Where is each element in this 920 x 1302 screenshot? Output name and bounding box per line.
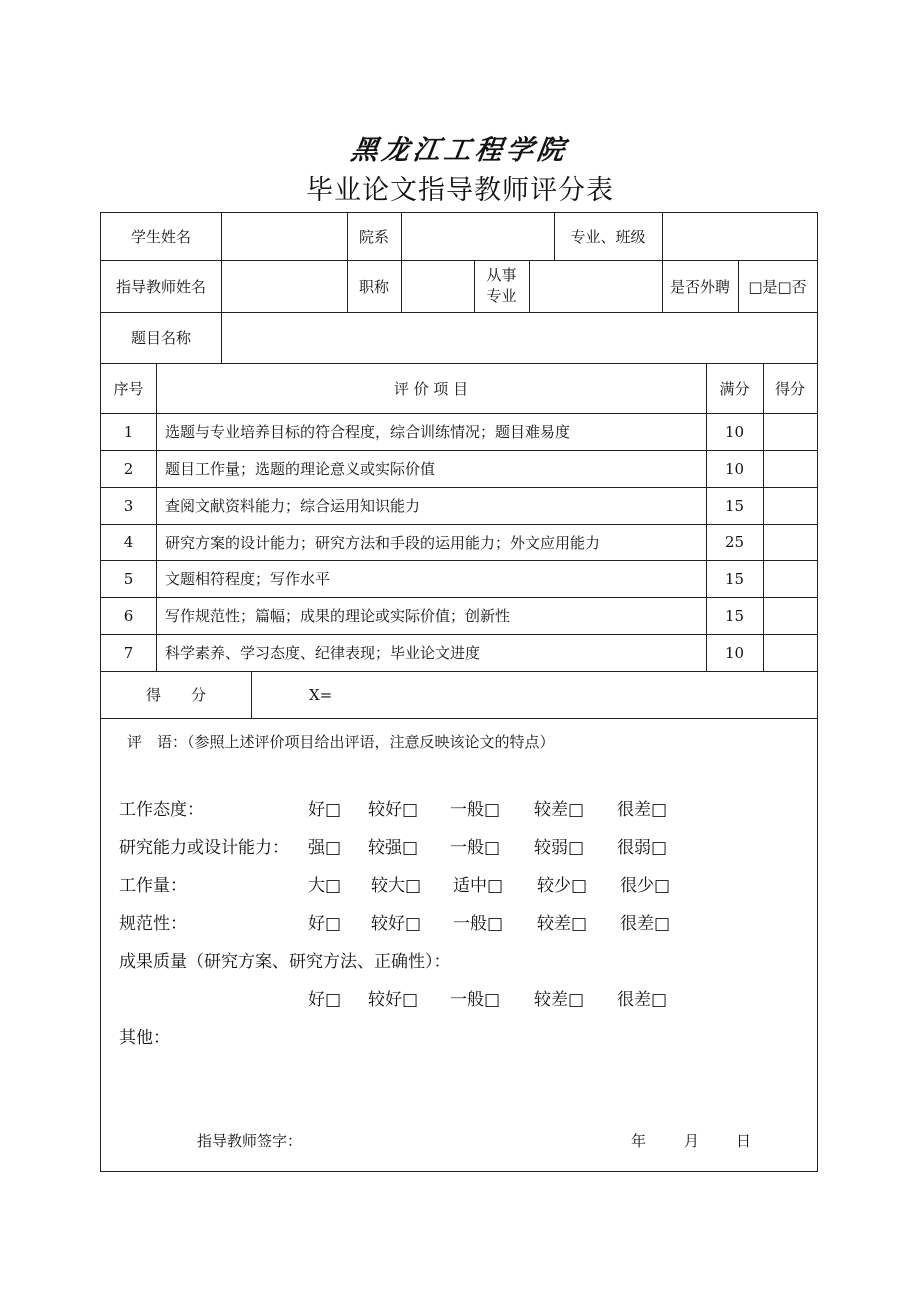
rating-research-opt-4[interactable]: 较弱□	[534, 838, 585, 858]
rating-attitude-opt-5[interactable]: 很差□	[617, 800, 668, 820]
rating-standard-opt-4[interactable]: 较差□	[537, 914, 588, 934]
field-label-line1: 从事	[486, 266, 517, 284]
external-options[interactable]: □是□否	[748, 277, 807, 296]
row-4-full: 25	[724, 533, 745, 551]
rating-attitude-opt-1[interactable]: 好□	[308, 800, 342, 820]
department-label: 院系	[358, 228, 389, 246]
rating-workload-opt-3[interactable]: 适中□	[453, 876, 504, 896]
rating-standard-opt-3[interactable]: 一般□	[453, 914, 504, 934]
col-no-header: 序号	[113, 379, 144, 398]
rating-research-opt-3[interactable]: 一般□	[450, 838, 501, 858]
row-2-full: 10	[724, 459, 745, 478]
external-label: 是否外聘	[669, 277, 730, 296]
date-year: 年	[631, 1132, 647, 1150]
major-class-label: 专业、班级	[570, 228, 646, 246]
row-3-no: 3	[123, 496, 134, 515]
rating-label-research: 研究能力或设计能力：	[119, 838, 289, 858]
row-7-item: 科学素养、学习态度、纪律表现；毕业论文进度	[165, 644, 481, 662]
student-name-field[interactable]	[221, 213, 347, 260]
student-name-label: 学生姓名	[130, 228, 191, 246]
row-3-full: 15	[724, 496, 745, 515]
major-class-field[interactable]	[662, 213, 817, 260]
row-2-score[interactable]	[763, 450, 817, 487]
department-field[interactable]	[401, 213, 554, 260]
title-rank-label: 职称	[358, 277, 389, 296]
quality-opt-4[interactable]: 较差□	[534, 990, 585, 1010]
rating-label-attitude: 工作态度：	[119, 800, 204, 820]
rating-workload-opt-2[interactable]: 较大□	[371, 876, 422, 896]
row-4-score[interactable]	[763, 524, 817, 560]
rating-standard-opt-1[interactable]: 好□	[308, 914, 342, 934]
field-field[interactable]	[529, 260, 662, 312]
row-7-score[interactable]	[763, 634, 817, 671]
rating-attitude-opt-2[interactable]: 较好□	[368, 800, 419, 820]
comments-label: 评 语：（参照上述评价项目给出评语，注意反映该论文的特点）	[127, 733, 555, 751]
total-label: 得 分	[145, 686, 206, 704]
row-1-full: 10	[724, 422, 745, 441]
form-table	[100, 212, 818, 1172]
row-1-item: 选题与专业培养目标的符合程度，综合训练情况；题目难易度	[165, 423, 571, 441]
row-3-item: 查阅文献资料能力；综合运用知识能力	[165, 497, 421, 515]
row-6-no: 6	[123, 606, 134, 625]
row-1-no: 1	[123, 422, 134, 441]
row-6-score[interactable]	[763, 597, 817, 634]
rating-research-opt-5[interactable]: 很弱□	[617, 838, 668, 858]
row-4-no: 4	[123, 533, 134, 551]
col-item-header: 评 价 项 目	[393, 379, 469, 398]
rating-attitude-opt-3[interactable]: 一般□	[450, 800, 501, 820]
row-2-item: 题目工作量；选题的理论意义或实际价值	[165, 460, 436, 478]
row-5-score[interactable]	[763, 560, 817, 597]
rating-workload-opt-1[interactable]: 大□	[308, 876, 342, 896]
row-6-item: 写作规范性；篇幅；成果的理论或实际价值；创新性	[165, 607, 511, 625]
advisor-name-field[interactable]	[221, 260, 347, 312]
rating-workload-opt-4[interactable]: 较少□	[537, 876, 588, 896]
advisor-name-label: 指导教师姓名	[115, 277, 206, 296]
row-3-score[interactable]	[763, 487, 817, 524]
date-day: 日	[736, 1132, 752, 1150]
rating-standard-opt-5[interactable]: 很差□	[620, 914, 671, 934]
topic-label: 题目名称	[130, 329, 191, 347]
field-label	[474, 260, 529, 312]
total-value[interactable]: X=	[309, 685, 333, 704]
field-label-line2: 专业	[486, 287, 517, 305]
quality-opt-5[interactable]: 很差□	[617, 990, 668, 1010]
topic-field[interactable]	[221, 312, 817, 363]
row-5-full: 15	[724, 569, 745, 588]
row-1-score[interactable]	[763, 413, 817, 450]
row-7-no: 7	[123, 643, 134, 662]
institution-logo-text: 黑龙江工程学院	[348, 135, 571, 166]
row-5-item: 文题相符程度；写作水平	[165, 570, 331, 588]
row-7-full: 10	[724, 643, 745, 662]
form-title: 毕业论文指导教师评分表	[306, 175, 614, 206]
rating-attitude-opt-4[interactable]: 较差□	[534, 800, 585, 820]
quality-label: 成果质量（研究方案、研究方法、正确性）：	[119, 952, 451, 972]
rating-workload-opt-5[interactable]: 很少□	[620, 876, 671, 896]
rating-research-opt-2[interactable]: 较强□	[368, 838, 419, 858]
other-label: 其他：	[119, 1028, 170, 1048]
col-full-header: 满分	[719, 379, 750, 398]
row-6-full: 15	[724, 606, 745, 625]
rating-label-workload: 工作量：	[119, 876, 187, 896]
col-score-header: 得分	[774, 379, 805, 398]
quality-opt-3[interactable]: 一般□	[450, 990, 501, 1010]
rating-research-opt-1[interactable]: 强□	[308, 838, 342, 858]
quality-opt-2[interactable]: 较好□	[368, 990, 419, 1010]
rating-standard-opt-2[interactable]: 较好□	[371, 914, 422, 934]
quality-opt-1[interactable]: 好□	[308, 990, 342, 1010]
title-rank-field[interactable]	[401, 260, 474, 312]
row-2-no: 2	[123, 459, 134, 478]
row-5-no: 5	[123, 569, 134, 588]
date-month: 月	[684, 1132, 700, 1150]
rating-label-standard: 规范性：	[119, 914, 187, 934]
signature-label: 指导教师签字：	[197, 1132, 303, 1150]
row-4-item: 研究方案的设计能力；研究方法和手段的运用能力；外文应用能力	[165, 533, 601, 552]
